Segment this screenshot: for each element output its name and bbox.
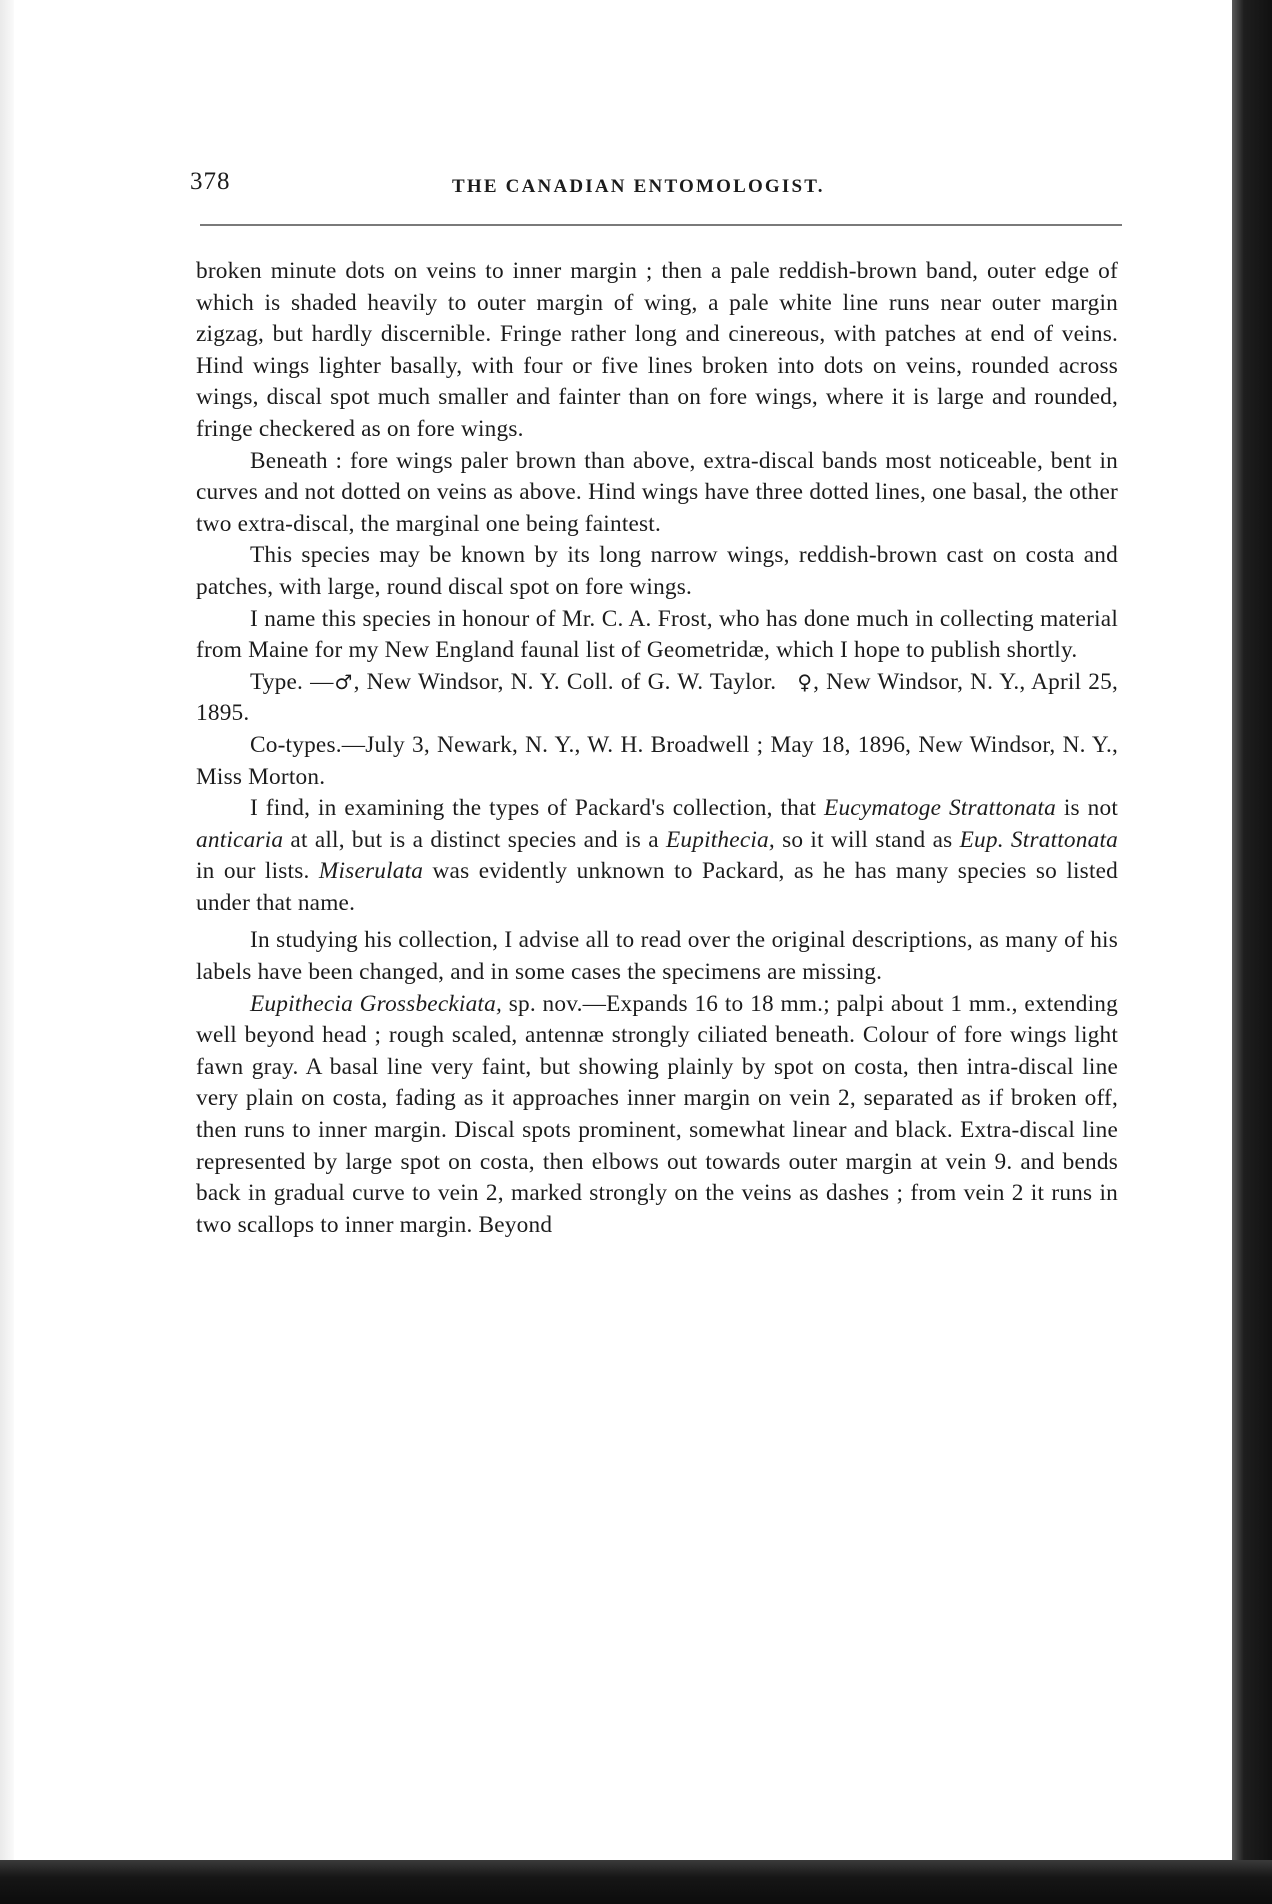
text-run: is not bbox=[1056, 795, 1119, 822]
paragraph-4: I name this species in honour of Mr. C. A. Frost, who has done much in collecting material from Maine for my New England faunal list of Geometridæ, which I hope to publish shortly. bbox=[196, 605, 1118, 664]
type-prefix: Type. — bbox=[250, 668, 334, 695]
species-name: Miserulata bbox=[318, 858, 424, 885]
text-run: so it will stand as bbox=[774, 826, 960, 853]
genus-name: Eupithecia, bbox=[665, 826, 775, 853]
paragraph-1: broken minute dots on veins to inner margin ; then a pale reddish-brown band, outer edge of which is shaded heavily to outer margin of wing, a pale white line runs near outer margin zigzag, but hardly discernible. Fringe rather long and cinereous, with patches at end of veins. Hind wings lighter basally, with four or five lines broken into dots on veins, rounded across wings, discal spot much smaller and fainter than on fore wings, where it is large and rounded, fringe checkered as on fore wings. bbox=[196, 258, 1118, 442]
male-symbol: ♂ bbox=[333, 669, 354, 694]
text-run: was evidently unknown to Packard, as he has many species so listed under that name. bbox=[196, 858, 1119, 916]
text-run: in our lists. bbox=[196, 858, 319, 885]
species-name: Eupithecia Grossbeckiata, bbox=[250, 990, 502, 1017]
body-text bbox=[196, 256, 1118, 1241]
text-run: sp. nov.—Expands 16 to 18 mm.; palpi about 1 mm., extending well beyond head ; rough scaled, antennæ strongly ciliated beneath. Colour of fore wings light fawn gray. A basal line very faint, but showing plainly by spot on costa, then intra-discal line very plain on costa, fading as it approaches inner margin on vein 2, separated as if broken off, then runs to inner margin. Discal spots prominent, somewhat linear and black. Extra-discal line represented by large spot on costa, then elbows out towards outer margin at vein 9. and bends back in gradual curve to vein 2, marked strongly on the veins as dashes ; from vein 2 it runs in two scallops to inner margin. Beyond bbox=[196, 990, 1118, 1238]
book-page bbox=[190, 160, 1122, 1238]
paragraph-packard bbox=[196, 793, 1118, 919]
text-run: I find, in examining the types of Packard's collection, that bbox=[250, 795, 825, 822]
paragraph-cotypes: Co-types.—July 3, Newark, N. Y., W. H. Broadwell ; May 18, 1896, New Windsor, N. Y., Miss Morton. bbox=[196, 731, 1118, 790]
paragraph-2: Beneath : fore wings paler brown than above, extra-discal bands most noticeable, bent in curves and not dotted on veins as above. Hind wings have three dotted lines, one basal, the other two extra-discal, the marginal one being faintest. bbox=[196, 447, 1118, 537]
text-run: at all, but is a distinct species and is a bbox=[283, 826, 666, 853]
running-head bbox=[190, 160, 1122, 206]
scan-right-border bbox=[1232, 0, 1272, 1904]
species-name: Eup. Strattonata bbox=[959, 826, 1118, 853]
paragraph-grossbeckiata bbox=[196, 989, 1118, 1242]
paragraph-studying: In studying his collection, I advise all to read over the original descriptions, as many of his labels have been changed, and in some cases the specimens are missing. bbox=[196, 927, 1118, 986]
type-middle: , New Windsor, N. Y. Coll. of G. W. Taylor. bbox=[353, 668, 777, 695]
paragraph-3: This species may be known by its long narrow wings, reddish-brown cast on costa and patches, with large, round discal spot on fore wings. bbox=[196, 542, 1118, 600]
page-number: 378 bbox=[190, 168, 231, 195]
paragraph-type bbox=[196, 667, 1118, 730]
type-suffix: , New Windsor, N. Y., April 25, 1895. bbox=[196, 668, 1118, 727]
species-name: Eucymatoge Strattonata bbox=[824, 795, 1057, 822]
scan-left-edge bbox=[0, 0, 14, 1904]
female-symbol: ♀ bbox=[797, 669, 814, 694]
scan-bottom-border bbox=[0, 1860, 1272, 1904]
journal-title: THE CANADIAN ENTOMOLOGIST. bbox=[452, 176, 825, 197]
species-name: anticaria bbox=[196, 826, 284, 853]
header-rule bbox=[200, 224, 1122, 226]
